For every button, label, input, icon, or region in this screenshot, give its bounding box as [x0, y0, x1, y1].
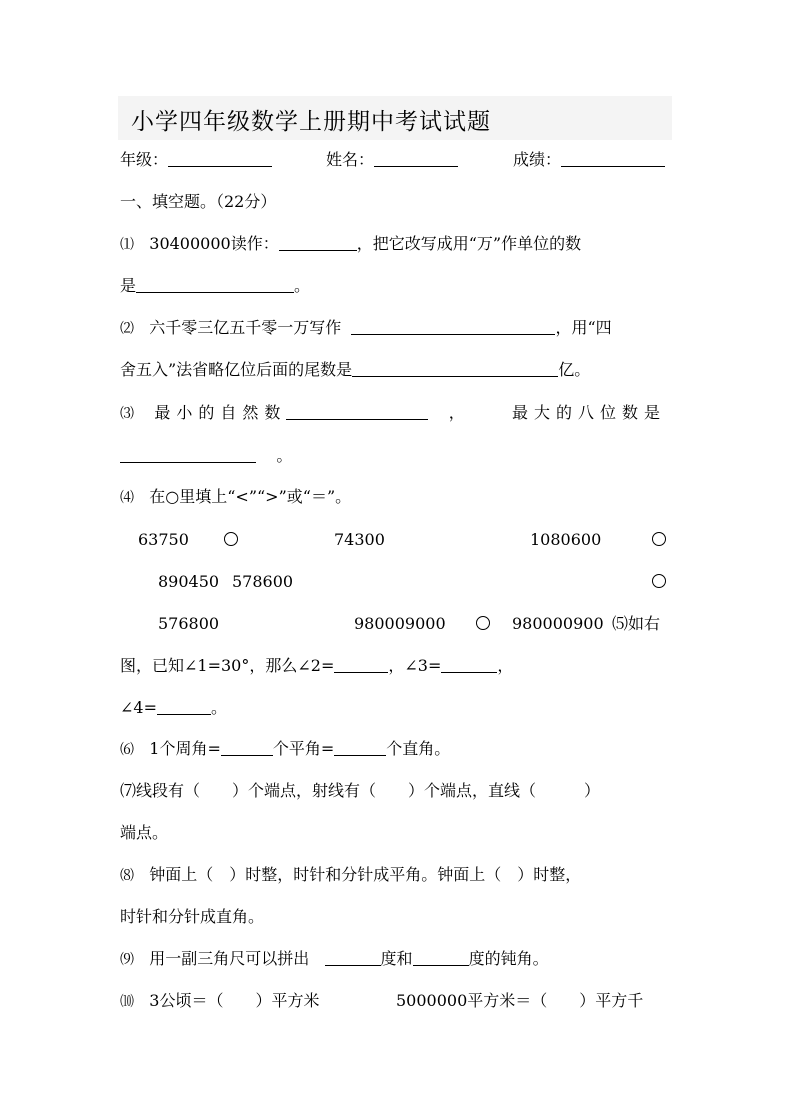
q2-line2: 舍五入”法省略亿位后面的尾数是: [120, 360, 353, 379]
q4-value: 1080600: [530, 530, 602, 549]
q5-blank-4[interactable]: [157, 698, 211, 715]
compare-circle[interactable]: [652, 572, 666, 592]
question-3-line2: [120, 446, 292, 466]
q6-end: 个直角。: [386, 739, 451, 758]
question-2-line2: [120, 360, 590, 380]
question-2: [120, 318, 612, 339]
q2-end: 亿。: [558, 360, 591, 379]
q3-comma: ，: [448, 403, 465, 422]
q6-mid: 个平角=: [272, 739, 335, 758]
q2-number: ⑵: [120, 321, 134, 337]
q1-number: ⑴: [120, 237, 134, 253]
q10-text: 3公顷＝（ ）平方米: [149, 991, 320, 1010]
circle-icon: [476, 616, 490, 630]
q4-value: 578600: [232, 572, 294, 591]
q5-blank-3[interactable]: [441, 656, 497, 673]
compare-circle[interactable]: [476, 614, 490, 634]
name-field: [326, 150, 458, 170]
q10-number: ⑽: [120, 994, 134, 1010]
q5-line1: 图，已知∠1=30°，那么∠2=: [120, 656, 335, 675]
q4-value: 63750: [138, 530, 189, 549]
name-blank[interactable]: [374, 150, 458, 167]
name-label: 姓名：: [326, 150, 375, 169]
q5-angle4: ∠4=: [120, 698, 157, 717]
q9-blank-2[interactable]: [413, 949, 469, 966]
score-blank[interactable]: [561, 150, 665, 167]
q6-blank-2[interactable]: [334, 739, 386, 756]
q4-value: 980000900: [512, 614, 604, 633]
q3-end: 。: [276, 446, 293, 465]
page-title: 小学四年级数学上册期中考试试题: [131, 109, 491, 135]
q4-value: 890450: [158, 572, 220, 591]
section-heading: 一、填空题。（22分）: [120, 192, 277, 211]
question-10: [120, 991, 319, 1012]
question-5: [120, 656, 513, 676]
q1-text: 30400000读作：: [149, 234, 279, 253]
q9-mid: 度和: [380, 949, 413, 968]
q3-text-a: 最小的自然数: [154, 403, 287, 422]
q4-value: 74300: [334, 530, 385, 549]
q9-blank-1[interactable]: [325, 949, 381, 966]
q5-angle3: ，∠3=: [388, 656, 442, 675]
q2-blank-2[interactable]: [352, 360, 558, 377]
question-10-b: 5000000平方米＝（ ）平方千: [396, 991, 644, 1010]
question-7-line2: 端点。: [120, 823, 169, 842]
q5-blank-2[interactable]: [334, 656, 388, 673]
q6-text: 1个周角=: [149, 739, 221, 758]
q1-blank-2[interactable]: [136, 276, 294, 293]
grade-label: 年级：: [120, 150, 169, 169]
q9-text: 用一副三角尺可以拼出: [149, 949, 310, 968]
circle-icon: [652, 574, 666, 588]
score-label: 成绩：: [513, 150, 562, 169]
question-3-b: [512, 403, 666, 423]
q5-comma: ，: [497, 656, 514, 675]
q3-blank-2[interactable]: [120, 446, 256, 463]
q4-text: 在○里填上“<”“>”或“＝”。: [149, 487, 352, 506]
circle-icon: [652, 532, 666, 546]
compare-circle[interactable]: [652, 530, 666, 550]
question-1-line2: [120, 276, 310, 296]
compare-circle[interactable]: [224, 530, 238, 550]
q9-number: ⑼: [120, 952, 134, 968]
q5-start: ⑸如右: [612, 614, 661, 633]
circle-icon: [224, 532, 238, 546]
score-field: [513, 150, 665, 170]
q4-value: 980009000: [354, 614, 446, 633]
q2-blank-1[interactable]: [351, 318, 555, 335]
question-8: [120, 865, 581, 886]
question-9: [120, 949, 549, 970]
q4-number: ⑷: [120, 490, 134, 506]
q8-number: ⑻: [120, 868, 134, 884]
q2-mid: ，用“四: [555, 318, 612, 337]
grade-field: [120, 150, 272, 170]
q6-number: ⑹: [120, 742, 134, 758]
q6-blank-1[interactable]: [221, 739, 273, 756]
q9-end: 度的钝角。: [468, 949, 549, 968]
question-7: ⑺线段有（ ）个端点，射线有（ ）个端点，直线（ ）: [120, 781, 601, 800]
q3-number: ⑶: [120, 406, 134, 422]
question-5-line2: [120, 698, 227, 718]
q1-blank-1[interactable]: [279, 234, 357, 251]
question-4: [120, 487, 351, 508]
q1-mid: ，把它改写成用“万”作单位的数: [356, 234, 582, 253]
q3-blank-1[interactable]: [286, 403, 428, 420]
q3-text-b: 最大的八位数是: [512, 403, 667, 422]
q4-value: 576800: [158, 614, 220, 633]
q8-text: 钟面上（ ）时整，时针和分针成平角。钟面上（ ）时整，: [149, 865, 582, 884]
question-6: [120, 739, 450, 760]
q1-line2: 是: [120, 276, 137, 295]
question-8-line2: 时针和分针成直角。: [120, 907, 265, 926]
question-3: [120, 403, 465, 424]
question-1: [120, 234, 581, 255]
grade-blank[interactable]: [168, 150, 272, 167]
q1-end: 。: [294, 276, 311, 295]
q2-text: 六千零三亿五千零一万写作: [149, 318, 342, 337]
q5-end: 。: [211, 698, 228, 717]
